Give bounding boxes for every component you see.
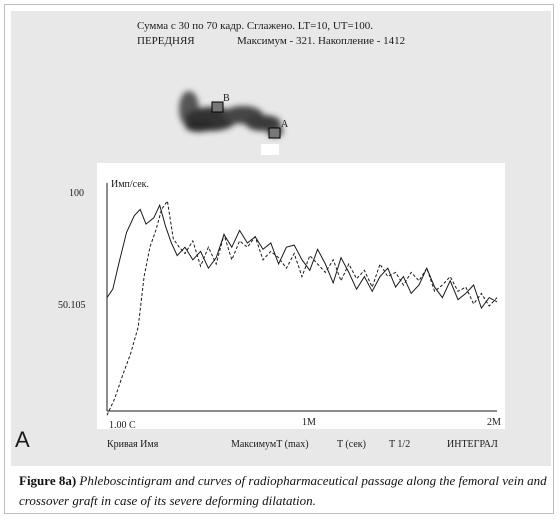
figure-caption (19, 471, 555, 511)
caption-label: Figure 8a) (19, 473, 77, 488)
roi-box-a (269, 128, 280, 138)
scintigram-image (179, 91, 289, 155)
bottom-col-half-time: T 1/2 (389, 439, 411, 450)
chart-area (11, 11, 551, 466)
bottom-col-time: T (сек) (337, 439, 366, 450)
scan-cutout (261, 144, 279, 155)
x-tick-label-end: 2M (487, 417, 501, 428)
y-tick-label-top: 100 (69, 188, 84, 199)
roi-label-b: B (223, 93, 230, 104)
roi-box-b (212, 102, 223, 112)
caption-text: Phleboscintigram and curves of radiopharmaceutical passage along the femoral vein and crossover graft in case of its severe deforming dilatation. (19, 473, 547, 508)
x-tick-label-start: 1.00 C (109, 420, 136, 431)
panel-letter: A (15, 427, 30, 452)
plot-background (97, 163, 505, 429)
bottom-col-curve-name: Кривая Имя (107, 439, 159, 450)
roi-label-a: A (281, 119, 289, 130)
header-line-2-right: Максимум - 321. Накопление - 1412 (237, 35, 406, 47)
header-line-1: Сумма с 30 по 70 кадр. Сглажено. LT=10, UT=100. (137, 20, 373, 32)
y-tick-label-mid: 50.105 (58, 300, 86, 311)
x-tick-label-mid: 1M (302, 417, 316, 428)
bottom-col-max: МаксимумT (max) (231, 439, 309, 450)
figure-frame (4, 4, 554, 514)
scintigram-blob (179, 91, 283, 137)
bottom-col-integral: ИНТЕГРАЛ (447, 439, 498, 450)
header-line-2-left: ПЕРЕДНЯЯ (137, 35, 195, 47)
y-axis-label: Имп/сек. (111, 179, 150, 190)
